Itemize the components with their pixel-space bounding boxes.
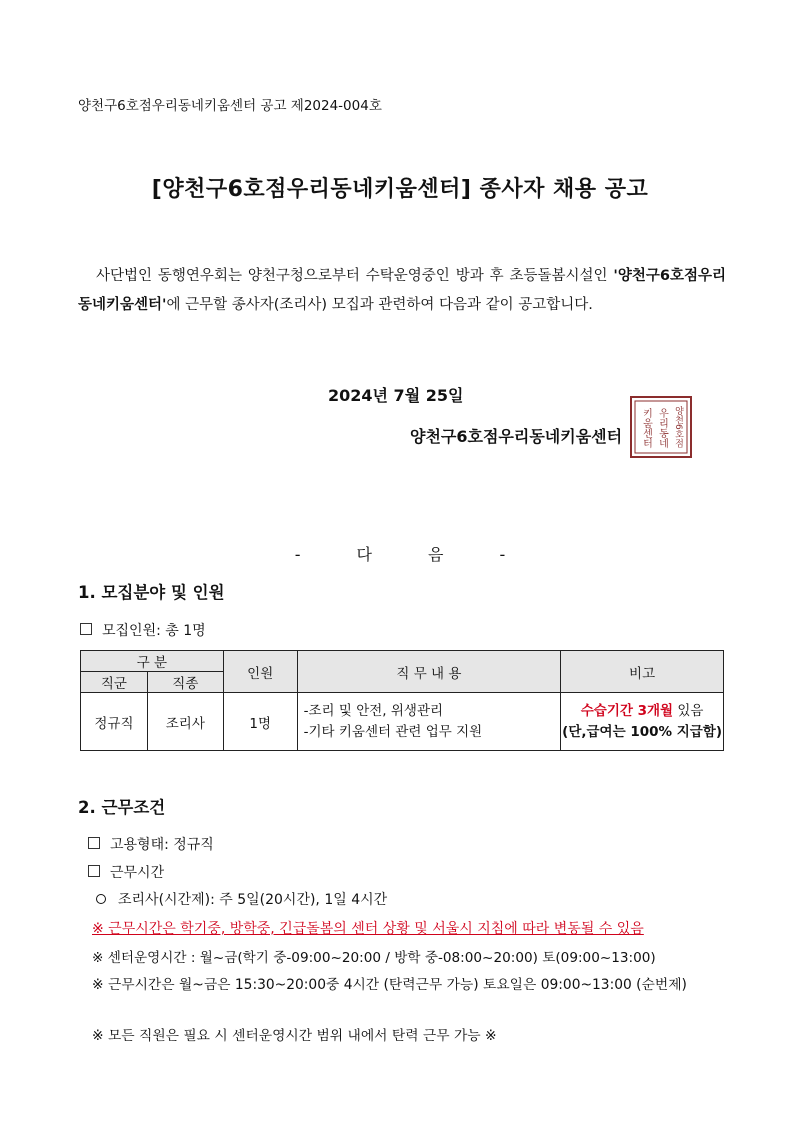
- intro-text-2: 에 근무할 종사자(조리사) 모집과 관련하여 다음과 같이 공고합니다.: [166, 297, 593, 313]
- section-2-title: 2. 근무조건: [78, 798, 166, 817]
- recruit-count: 모집인원: 총 1명: [102, 623, 206, 639]
- page-title: [양천구6호점우리동네키움센터] 종사자 채용 공고: [151, 177, 649, 202]
- header-group: 직군: [81, 672, 148, 693]
- seal-graphic: [632, 398, 690, 456]
- work-hours-label: 근무시간: [110, 865, 165, 881]
- remark-line-1: [561, 701, 723, 722]
- work-hours-line: [88, 862, 164, 882]
- remark-suffix: 있음: [673, 702, 704, 719]
- header-headcount: 인원: [223, 651, 297, 693]
- checkbox-square-icon: [88, 865, 100, 877]
- divider-char-1: 다: [356, 545, 372, 564]
- section-divider-daeum: [0, 542, 800, 565]
- checkbox-square-icon: [80, 623, 92, 635]
- cell-remarks: [561, 693, 724, 751]
- cell-duties: [297, 693, 561, 751]
- header-type: 직종: [147, 672, 223, 693]
- header-remarks: 비고: [561, 651, 724, 693]
- cell-headcount: 1명: [223, 693, 297, 751]
- intro-paragraph: [78, 262, 726, 320]
- cook-hours: 조리사(시간제): 주 5일(20시간), 1일 4시간: [118, 892, 388, 908]
- header-category: 구 분: [81, 651, 224, 672]
- operating-hours: ※ 센터운영시간 : 월~금(학기 중-09:00~20:00 / 방학 중-08:00~20:00) 토(09:00~13:00): [92, 950, 656, 966]
- work-hours-detail-text: ※ 근무시간은 월~금은 15:30~20:00중 4시간 (탄력근무 가능) 토요일은 09:00~13:00 (순번제): [92, 977, 687, 993]
- cell-type: 조리사: [147, 693, 223, 751]
- table-row: [81, 693, 724, 751]
- seal-text-col-1: 양천6호점: [673, 406, 683, 448]
- checkbox-square-icon: [88, 837, 100, 849]
- divider-dash-right: -: [499, 545, 506, 564]
- intro-text-1: 사단법인 동행연우회는 양천구청으로부터 수탁운영중인 방과 후 초등돌봄시설인: [96, 268, 614, 284]
- intro-org-name: '양천구6호점우리동네키움센터': [78, 268, 726, 313]
- recruit-count-line: [80, 620, 206, 640]
- duty-line-1: -조리 및 안전, 위생관리: [303, 702, 444, 719]
- official-seal: [630, 396, 692, 458]
- cell-group: 정규직: [81, 693, 148, 751]
- issuer-name: 양천구6호점우리동네키움센터: [410, 427, 623, 446]
- duty-line-2: -기타 키움센터 관련 업무 지원: [303, 723, 483, 740]
- work-hours-detail: [78, 972, 726, 998]
- seal-text-col-2: 우리동네: [656, 408, 668, 448]
- probation-period: 수습기간 3개월: [580, 702, 674, 719]
- hours-variation-text: ※ 근무시간은 학기중, 방학중, 긴급돌봄의 센터 상황 및 서울시 지침에 따라 변동될 수 있음: [92, 921, 644, 937]
- divider-dash-left: -: [294, 545, 301, 564]
- hours-variation-note: [92, 918, 644, 938]
- circle-bullet-icon: [96, 894, 106, 904]
- recruit-table: [80, 650, 724, 751]
- notice-number: 양천구6호점우리동네키움센터 공고 제2024-004호: [78, 98, 382, 114]
- employment-type-line: [88, 834, 214, 854]
- remark-line-2: (단,급여는 100% 지급함): [562, 723, 723, 740]
- divider-char-2: 음: [428, 545, 444, 564]
- cook-hours-line: [96, 889, 387, 909]
- flexible-work-note: ※ 모든 직원은 필요 시 센터운영시간 범위 내에서 탄력 근무 가능 ※: [92, 1028, 497, 1044]
- header-duties: 직 무 내 용: [297, 651, 561, 693]
- employment-type: 고용형태: 정규직: [110, 837, 214, 853]
- section-1-title: 1. 모집분야 및 인원: [78, 583, 225, 602]
- seal-text-col-3: 키움센터: [640, 408, 652, 448]
- notice-date: 2024년 7월 25일: [328, 386, 464, 405]
